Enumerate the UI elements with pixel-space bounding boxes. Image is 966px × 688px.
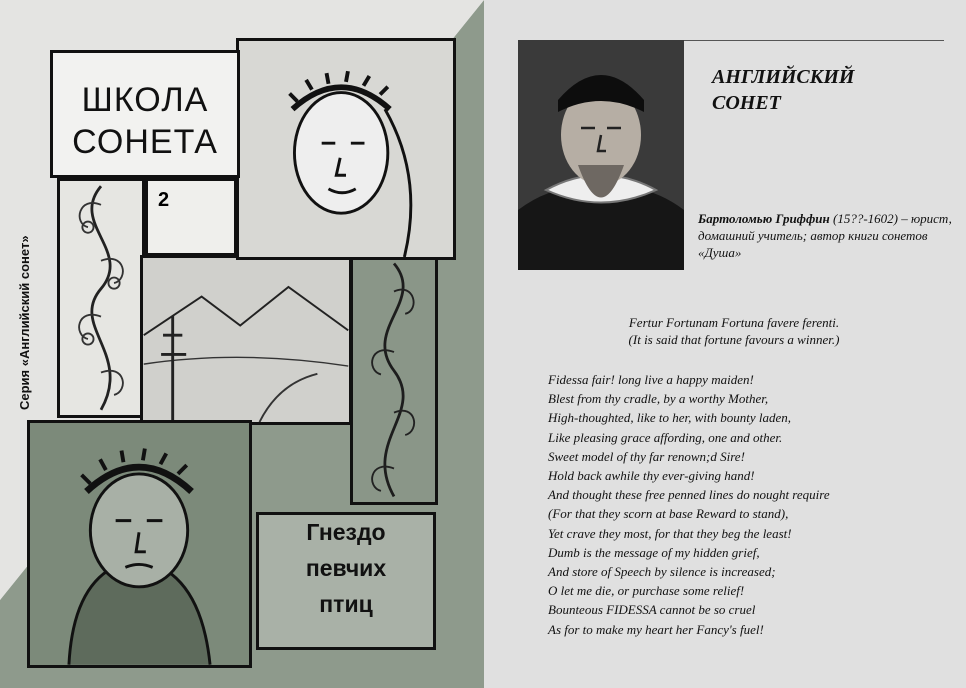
cover-title-box [50,50,240,178]
page-heading-line-2: СОНЕТ [712,92,781,114]
issue-number: 2 [158,189,170,211]
cover-title-line-2: СОНЕТА [72,123,218,161]
epigraph-line: Fertur Fortunam Fortuna favere ferenti. [628,315,840,330]
laurel-portrait-icon [239,41,453,257]
poem-line: (For that they scorn at base Reward to stand), [548,506,789,522]
sonnet-text [548,370,938,639]
author-name: Бартоломью Гриффин [698,211,830,226]
page-heading [712,64,854,116]
floral-ornament-icon [353,258,435,502]
poem-line: High-thoughted, like to her, with bounty laden, [548,410,791,426]
author-portrait [518,40,684,270]
poem-line: Yet crave they most, for that they beg the least! [548,525,792,541]
header-rule [684,40,944,41]
author-dates: (15??-1602) [829,211,898,226]
portrait-engraving-top [236,38,456,260]
epigraph [554,314,914,348]
landscape-engraving [140,255,352,425]
poem-line: Sweet model of thy far renown;d Sire! [548,448,745,464]
author-description: – юрист, домашний учитель; автор книги сонетов «Душа» [698,211,952,260]
poem-line: Dumb is the message of my hidden grief, [548,544,760,560]
poem-line: Fidessa fair! long live a happy maiden! [548,372,754,387]
cover-subtitle-line-1: Гнездо [306,519,386,545]
poem-line: O let me die, or purchase some relief! [548,583,745,599]
poem-line: Like pleasing grace affording, one and other. [548,429,783,445]
cover-subtitle-box [256,512,436,650]
issue-number-box [145,178,237,256]
cover-subtitle-line-2: певчих [305,555,387,581]
ornament-panel-left [57,178,145,418]
poem-line: Bounteous FIDESSA cannot be so cruel [548,602,756,618]
floral-ornament-icon [60,181,142,415]
ornament-panel-right [350,255,438,505]
text-page [484,0,966,688]
laurel-portrait-icon [30,423,249,665]
page-heading-line-1: АНГЛИЙСКИЙ [712,66,855,88]
cover-title-line-1: ШКОЛА [81,81,209,119]
epigraph-line: (It is said that fortune favours a winner.) [628,332,840,347]
poem-line: Blest from thy cradle, by a worthy Mother, [548,391,769,407]
poem-line: Hold back awhile thy ever-giving hand! [548,468,755,484]
cover-subtitle-line-3: птиц [319,591,373,617]
author-bio [698,210,960,261]
portrait-engraving-bottom [27,420,252,668]
author-portrait-icon [518,40,684,270]
series-label: Серия «Английский сонет» [17,235,32,410]
poem-line: As for to make my heart her Fancy's fuel! [548,621,764,637]
landscape-icon [143,258,349,422]
poem-line: And store of Speech by silence is increased; [548,564,776,580]
poem-line: And thought these free penned lines do nought require [548,487,830,503]
